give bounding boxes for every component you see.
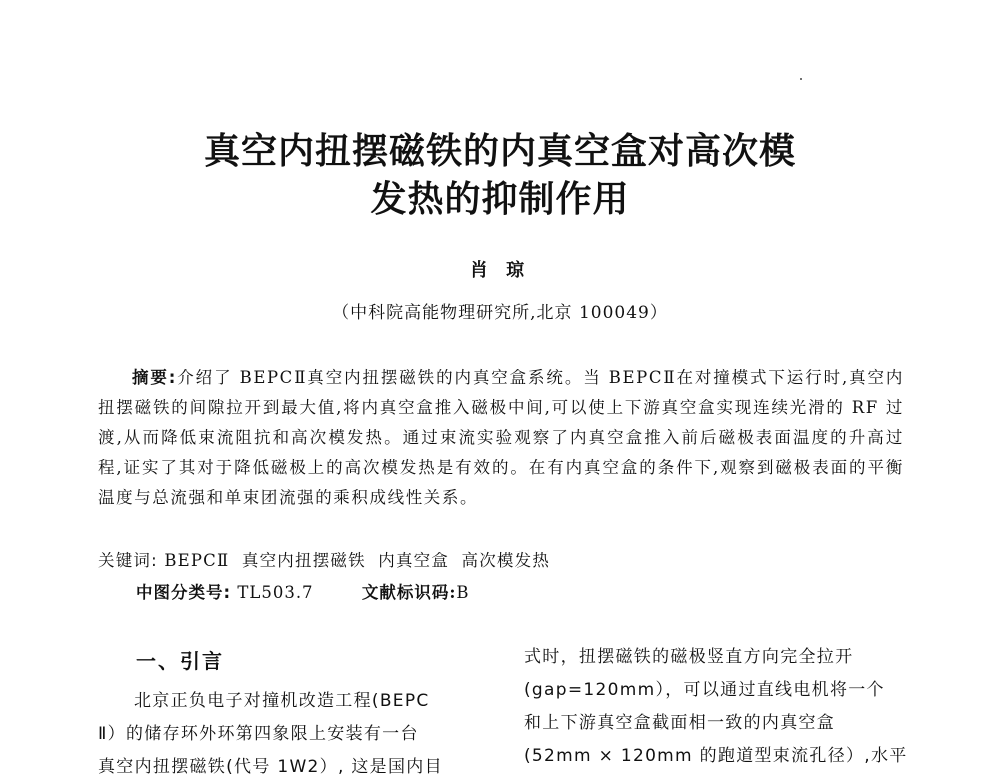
classification-label: 中图分类号:	[136, 583, 232, 602]
keyword: 内真空盒	[378, 551, 450, 570]
abstract-text: 介绍了 BEPCⅡ真空内扭摆磁铁的内真空盒系统。当 BEPCⅡ在对撞模式下运行时,真空内扭摆磁铁的间隙拉开到最大值,将内真空盒推入磁极中间,可以使上下游真空盒实现连续光滑的 RF 过渡,从而降低束流阻抗和高次模发热。通过束流实验观察了内真空盒推入前后磁极表面温度的升高过程,证实了其对于降低磁极上的高次模发热是有效的。在有内真空盒的条件下,观察到磁极表面的平衡温度与总流强和单束团流强的乘积成线性关系。	[98, 368, 905, 507]
body-line: (gap=120mm），可以通过直线电机将一个	[524, 680, 885, 700]
title-line-2: 发热的抑制作用	[370, 179, 630, 220]
body-line: (52mm × 120mm 的跑道型束流孔径）,水平	[524, 746, 908, 766]
body-line: Ⅱ）的储存环外环第四象限上安装有一台	[98, 724, 419, 744]
keyword: 高次模发热	[461, 551, 551, 570]
keyword: BEPCⅡ	[164, 551, 230, 570]
section-heading: 一、引言	[136, 649, 224, 673]
document-code-label: 文献标识码:	[361, 583, 457, 602]
body-line: 北京正负电子对撞机改造工程(BEPC	[134, 691, 430, 711]
abstract	[98, 363, 904, 513]
affiliation: （中科院高能物理研究所,北京 100049）	[332, 303, 668, 323]
author: 肖 琼	[469, 260, 531, 281]
title-line-1: 真空内扭摆磁铁的内真空盒对高次模	[203, 131, 796, 172]
body-line: 真空内扭摆磁铁(代号 1W2）, 这是国内目	[98, 757, 443, 777]
body-column-right	[524, 641, 906, 773]
abstract-label: 摘要:	[132, 368, 177, 387]
keywords-label: 关键词:	[98, 551, 158, 570]
body-column-left	[98, 685, 498, 784]
classification-value: TL503.7	[237, 583, 314, 602]
keywords	[98, 547, 556, 571]
classification-line	[136, 579, 470, 603]
body-line: 式时，扭摆磁铁的磁极竖直方向完全拉开	[524, 647, 854, 667]
document-code-value: B	[456, 583, 470, 602]
scan-speck	[800, 78, 802, 80]
paper-title	[0, 128, 1000, 224]
keyword: 真空内扭摆磁铁	[241, 551, 366, 570]
body-line: 和上下游真空盒截面相一致的内真空盒	[524, 713, 836, 733]
